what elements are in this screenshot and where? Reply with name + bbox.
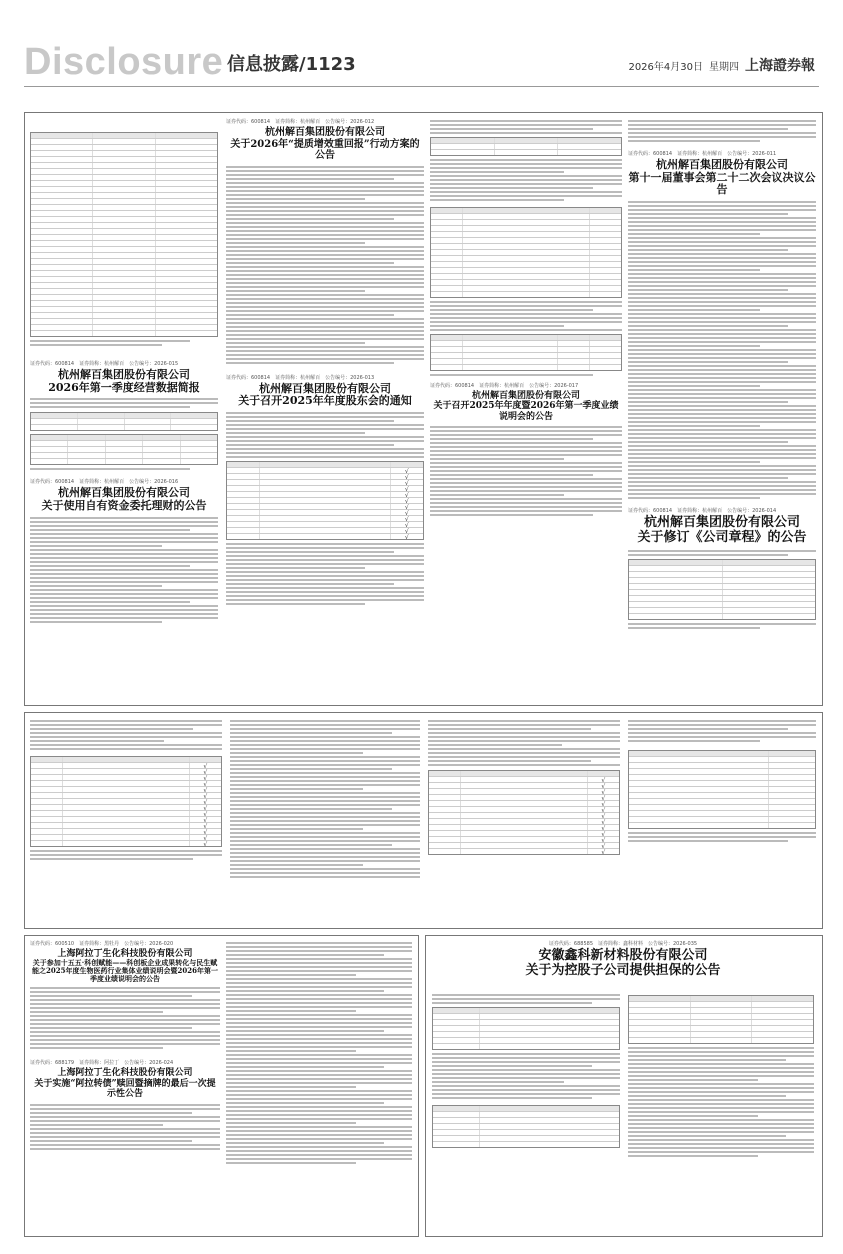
article-title-line-2: 关于实施“阿拉转债”赎回暨摘牌的最后一次提示性公告: [34, 1078, 216, 1100]
article-title-line-1: 杭州解百集团股份有限公司: [265, 127, 385, 138]
article-title-line-2: 关于召开2025年年度股东会的通知: [238, 394, 412, 408]
article-title-line-2: 关于2026年“提质增效重回报”行动方案的公告: [230, 138, 420, 161]
article-code: 证券代码：600814 证券简称：杭州解百 公告编号：2026-012: [226, 119, 375, 125]
middle-column-4: [628, 718, 816, 923]
article-title-line-2: 关于为控股子公司提供担保的公告: [525, 962, 721, 978]
article-code: 证券代码：600814 证券简称：杭州解百 公告编号：2026-016: [30, 479, 179, 486]
article-aladdin-redemption: [30, 1059, 220, 1149]
tick-mark: √: [203, 829, 208, 836]
issue-date: 2026年4月30日: [628, 62, 703, 73]
article-title-line-1: 杭州解百集团股份有限公司: [656, 158, 788, 171]
tick-mark: √: [203, 811, 208, 818]
tick-mark: √: [404, 527, 409, 535]
column-1: [30, 118, 218, 698]
bottom-right-column-2: [628, 992, 814, 1232]
article-wealth-management: [30, 478, 218, 622]
article-title: [430, 949, 816, 979]
tick-mark: √: [601, 807, 606, 814]
tick-mark: √: [203, 841, 208, 848]
article-title-line-2: 关于使用自有资金委托理财的公告: [41, 498, 207, 512]
article-operating-data: [30, 360, 218, 470]
tick-mark: √: [203, 775, 208, 782]
article-code: 证券代码：600814 证券简称：杭州解百 公告编号：2026-014: [628, 507, 777, 514]
tick-mark: √: [601, 777, 606, 784]
article-action-plan: [226, 118, 424, 364]
tick-mark: √: [404, 515, 409, 523]
bottom-right-header: [430, 940, 816, 988]
masthead: [0, 0, 843, 100]
article-title-line-2: 关于修订《公司章程》的公告: [637, 529, 807, 545]
column-2: [226, 118, 424, 698]
section-name: 信息披露: [227, 54, 299, 75]
article-title: [226, 383, 424, 408]
tick-mark: √: [404, 479, 409, 487]
middle-column-2: [230, 718, 420, 923]
article-title: [430, 391, 622, 422]
article-code: 证券代码：600814 证券简称：杭州解百 公告编号：2026-013: [226, 374, 375, 381]
tick-mark: √: [203, 805, 208, 812]
tick-mark: √: [601, 783, 606, 790]
tick-mark: √: [601, 831, 606, 838]
tick-mark: √: [404, 485, 409, 493]
article-title-line-1: 上海阿拉丁生化科技股份有限公司: [57, 949, 193, 959]
tick-mark: √: [203, 817, 208, 824]
tick-mark: √: [203, 787, 208, 794]
tick-mark: √: [601, 795, 606, 802]
article-title: [30, 369, 218, 394]
tick-mark: √: [601, 819, 606, 826]
tick-mark: √: [601, 843, 606, 850]
article-articles-amendment: [628, 507, 816, 629]
bottom-left-column-1: [30, 940, 220, 1232]
header-rule: [24, 86, 819, 87]
article-title-line-1: 杭州解百集团股份有限公司: [58, 486, 190, 500]
article-code: 证券代码：688179 证券简称：阿拉丁 公告编号：2026-024: [30, 1060, 174, 1067]
bottom-right-column-1: [432, 992, 620, 1232]
article-code: 证券代码：600814 证券简称：杭州解百 公告编号：2026-015: [30, 361, 179, 367]
article-title: [628, 159, 816, 197]
article-code: 证券代码：600510 证券简称：黑牡丹 公告编号：2026-020: [30, 941, 174, 947]
article-earnings-call: [430, 382, 622, 516]
article-title: [226, 127, 424, 162]
article-title-line-1: 安徽鑫科新材料股份有限公司: [538, 948, 708, 963]
tick-mark: √: [601, 837, 606, 844]
article-title-line-2: 第十一届董事会第二十二次会议决议公告: [628, 170, 816, 197]
financial-table: [30, 132, 218, 337]
article-title-line-1: 杭州解百集团股份有限公司: [58, 368, 190, 381]
agenda-table: [226, 461, 424, 540]
article-board-resolution: [628, 150, 816, 499]
article-title: [30, 1068, 220, 1099]
tick-mark: √: [404, 509, 409, 517]
tick-mark: √: [203, 793, 208, 800]
article-title-line-2: 2026年第一季度经营数据简报: [48, 380, 200, 394]
middle-column-3: [428, 718, 620, 923]
tick-mark: √: [404, 491, 409, 499]
article-shareholder-meeting: [226, 374, 424, 605]
article-title: [30, 949, 220, 983]
page-number: /1123: [299, 54, 356, 75]
section-title: [227, 50, 356, 76]
tick-mark: √: [404, 503, 409, 511]
article-title-line-1: 杭州解百集团股份有限公司: [643, 514, 800, 530]
article-aladdin-earnings: [30, 940, 220, 1049]
middle-column-1: [30, 718, 222, 923]
tick-mark: √: [404, 521, 409, 529]
column-4: [628, 118, 816, 698]
article-code: 证券代码：688585 证券简称：鑫科材料 公告编号：2026-035: [548, 941, 698, 947]
tick-mark: √: [601, 825, 606, 832]
tick-mark: √: [601, 789, 606, 796]
tick-mark: √: [203, 781, 208, 788]
newspaper-name: 上海證券報: [745, 58, 815, 74]
issue-meta: [628, 55, 815, 75]
issue-weekday: 星期四: [709, 62, 739, 73]
tick-mark: √: [404, 497, 409, 505]
article-title: [30, 487, 218, 512]
tick-mark: √: [601, 801, 606, 808]
tick-mark: √: [203, 763, 208, 770]
column-3: [430, 118, 622, 698]
tick-mark: √: [203, 835, 208, 842]
tick-mark: √: [601, 813, 606, 820]
tick-mark: √: [404, 467, 409, 475]
article-title-line-1: 上海阿拉丁生化科技股份有限公司: [57, 1068, 193, 1079]
tick-mark: √: [404, 473, 409, 481]
article-code: 证券代码：600814 证券简称：杭州解百 公告编号：2026-011: [628, 151, 777, 157]
tick-mark: √: [404, 533, 409, 541]
tick-mark: √: [601, 849, 606, 856]
article-code: 证券代码：600814 证券简称：杭州解百 公告编号：2026-017: [430, 383, 579, 389]
article-title-line-2: 关于参加十五五·科创赋能——科创板企业成果转化与民生赋能之2025年度生物医药行业集体业绩说明会暨2026年第一季度业绩说明会的公告: [32, 958, 218, 984]
bottom-left-column-2: [226, 940, 412, 1232]
article-title-line-2: 关于召开2025年年度暨2026年第一季度业绩说明会的公告: [433, 401, 619, 422]
article-title-line-1: 杭州解百集团股份有限公司: [259, 381, 391, 395]
article-title: [628, 516, 816, 546]
article-title-line-1: 杭州解百集团股份有限公司: [471, 391, 580, 401]
tick-mark: √: [203, 799, 208, 806]
tick-mark: √: [203, 823, 208, 830]
brand-logo: Disclosure: [24, 41, 224, 83]
tick-mark: √: [203, 769, 208, 776]
